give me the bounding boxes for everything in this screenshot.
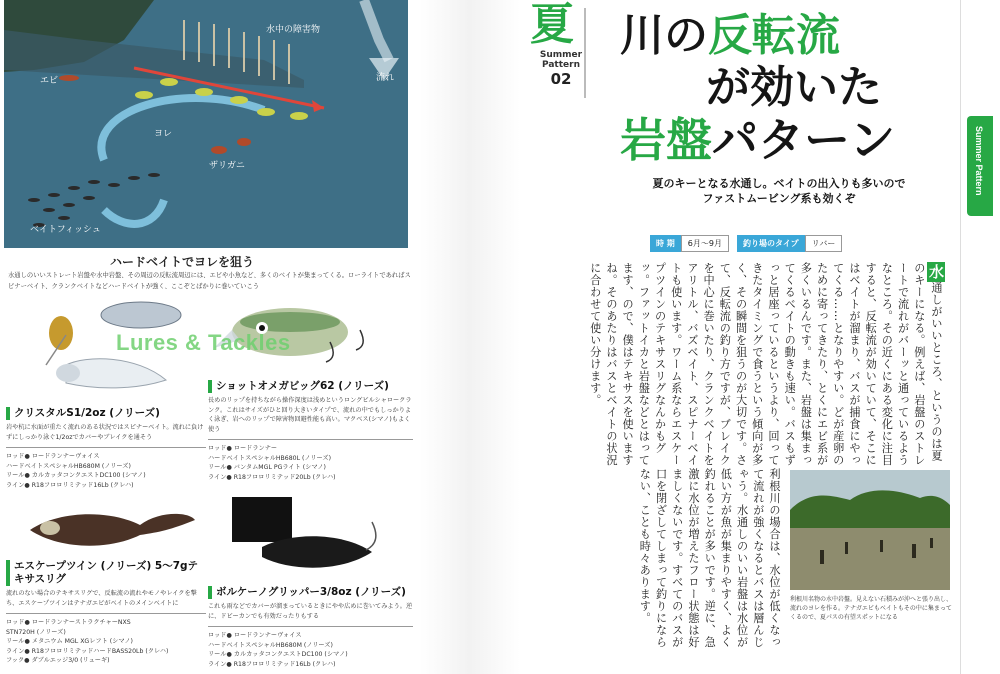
- headline-pattern: パターン: [712, 113, 896, 167]
- product-desc: 流れのない場合のテキサスリグで、反転流の流れやモノやレイクを撃ち、エスケープツインはテナガエビがベイトのメインベイトに: [6, 590, 197, 607]
- tackle-rod: ロッド● ロードランナーストラクチャーNXS: [6, 619, 131, 626]
- tackle-rod: ロッド● ロードランナーヴォイス: [6, 453, 100, 460]
- section-title: ハードベイトでヨレを狙う: [110, 255, 255, 269]
- tackle-reel: リール● メタニウム MGL XGレフト (シマノ): [6, 638, 133, 645]
- season-en-2: Pattern: [542, 60, 580, 70]
- label-current: 流れ: [376, 73, 395, 83]
- product-desc: 長めのリップを持ちながら操作深度は浅めというロングビルシャロークランク。これはサイズがひと回り大きいタイプで、流れの中でもしっかりよく泳ぎ、岩へのリップで障害物回避性能も高い。マクベス(シマノ)もよく使う: [208, 397, 412, 433]
- meta-row: [650, 235, 842, 252]
- headline-line-1: [620, 10, 840, 62]
- product-name: エスケープツイン (ノリーズ) 5〜7gテキサスリグ: [6, 560, 206, 586]
- diagram-illustration: [4, 0, 408, 248]
- tackle-reel: リール● カルカッタコンクエストDC100 (シマノ): [208, 651, 348, 658]
- side-tab-label: Summer Pattern: [974, 126, 984, 196]
- product-desc: これも雨などでカバーが溜まっているときにやや広めに巻いてみよう。逆に、ドビーカンでも有効だったりもする: [208, 603, 413, 620]
- photo-caption: 利根川名物の水中岩盤。見えない石積みが沖へと張り出し、流れのヨレを作る。テナガエビもベイトもその中に集まってくるので、夏パスの有望スポットになる: [790, 596, 953, 621]
- label-baitfish: ベイトフィッシュ: [30, 225, 101, 235]
- tackle-line: ライン● R18フロロリミテッド16Lb (クレハ): [6, 481, 134, 489]
- divider: [6, 613, 206, 614]
- tackle-rod: ロッド● ロードランナー: [208, 445, 278, 452]
- rubber-jig-image: [222, 492, 392, 582]
- tackle-rod: ロッド● ロードランナーヴォイス: [208, 632, 302, 639]
- season-number: 02: [550, 70, 572, 88]
- tackle-rod-model: STN720H (ノリーズ): [6, 628, 66, 636]
- margin-rule: [960, 0, 961, 674]
- product-name: ボルケーノグリッパー3/8oz (ノリーズ): [208, 586, 413, 599]
- season-divider: [584, 8, 586, 98]
- headline-eddy: 反転流: [708, 10, 840, 61]
- divider: [208, 626, 413, 627]
- spot-type-info: [737, 235, 842, 252]
- tackle-line: ライン● R18フロロリミテッド16Lb (クレハ): [208, 660, 336, 668]
- spot-type-label: 釣り場のタイプ: [737, 235, 805, 252]
- page-gutter: [420, 0, 520, 674]
- tackle-reel: リール● カルカッタコンクエストDC100 (シマノ): [6, 472, 146, 479]
- product-name: クリスタルS1/2oz (ノリーズ): [6, 407, 206, 420]
- subhead-line-1: 夏のキーとなる水通し。ベイトの出入りも多いので: [652, 177, 906, 190]
- label-shrimp: エビ: [40, 76, 59, 86]
- headline-rock: 岩盤: [620, 113, 712, 167]
- spot-type-value: リバー: [805, 235, 843, 252]
- label-eddy: ヨレ: [154, 129, 173, 139]
- headline-line-2: が効いた: [706, 62, 882, 113]
- season-badge: [530, 0, 596, 100]
- headline-line-3: [620, 114, 895, 166]
- headline-river: 川の: [620, 10, 708, 61]
- tackle-rod-model: ハードベイトスペシャルHB680M (ノリーズ): [6, 462, 131, 470]
- tackle-line: ライン● R18フロロリミテッドハードBASS20Lb (クレハ): [6, 647, 169, 655]
- product-desc: 岩や杭に水面が重たく流れのある状況ではスピナーベイト。流れに負けずにしっかり泳ぐ1/2ozでカバーやブレイクを通そう: [6, 424, 204, 441]
- label-crayfish: ザリガニ: [209, 161, 245, 171]
- product-crystal-s: [6, 407, 206, 490]
- subhead: [614, 176, 944, 206]
- river-photo: [790, 470, 950, 590]
- period-label: 時 期: [650, 235, 681, 252]
- river-diagram: [4, 0, 408, 248]
- tackle-reel: リール● バンタムMGL PGライト (シマノ): [208, 464, 326, 471]
- body-text-top: [520, 262, 945, 472]
- side-tab: [967, 116, 993, 216]
- season-en-1: Summer: [539, 50, 583, 60]
- craw-worm-image: [20, 500, 200, 560]
- product-volcano-gripper: [208, 586, 413, 669]
- divider: [6, 447, 206, 448]
- subhead-line-2: ファストムービング系も効くぞ: [702, 192, 856, 205]
- product-shot-omega: [208, 380, 413, 482]
- body-top-text: 通しがいいところ、というのは夏のキーになる。例えば、岩盤のストレートで流れがバーッと通っているようなところ。その近くにある変化に注目すると、反転流が効いていて、そこにはベイトが溜まり、バスが捕食にやってくる……となりやすい。どが産卵のために寄ってきたり、とくにエビ系が多くいるんです。また、岩盤は集まってくるベイトの動きも速い。バスもずっと居座っているというより、回ってきたタイミングで食うという傾向が多く、その瞬間を狙うのが大切です。さて、反転流の釣り方ですが、ブレイクを中心に巻いたり、クランクベイトをアリトル、バズベイト、スピナーベイトも使います。ワーム系ならエスケープツインのテキサスリグなんかもグッ。ファットイカと岩盤などとはってます、ので、僕はテキサスを使いますね。そのあたりはバスとベイトの状況に合わせて使い分けます。: [588, 262, 943, 466]
- label-obstacle: 水中の障害物: [266, 25, 321, 35]
- period-value: 6月〜9月: [681, 235, 729, 252]
- intro-text: 水通しのいいストレート岩盤や水中岩盤、その周辺の反転流周辺には、エビや小魚など、多くのベイトが集まってくる。ローライトであればスピナーベイト、クランクベイトなどハードベイトが強く、ここぞとばかりに巻いていこう: [8, 272, 411, 290]
- divider: [208, 439, 413, 440]
- body-text-bottom: 利根川の場合は、水位が低くなって流れが強くなるとバスは層んじゃう。水通しのいい岩盤は水位が低い方が魚が集まりやすく、よく釣れることが多いです。逆に、急激に水位が増えたフロー状態は好ましくないです。すべてのバスが口を閉ざしてしまって釣りにならない、ことも時々あります。: [638, 468, 781, 648]
- drop-cap: 水: [927, 264, 945, 280]
- product-name: ショットオメガビッグ62 (ノリーズ): [208, 380, 413, 393]
- tackle-hook: フック● ダブルエッジ3/0 (リューギ): [6, 657, 110, 664]
- right-page: [520, 0, 1000, 674]
- tackle-rod-model: ハードベイトスペシャルHB680M (ノリーズ): [208, 641, 333, 649]
- product-escape-twin: [6, 560, 206, 666]
- tackle-line: ライン● R18フロロリミテッド20Lb (クレハ): [208, 473, 336, 481]
- tackle-rod-model: ハードベイトスペシャルHB680L (ノリーズ): [208, 454, 332, 462]
- period-info: [650, 235, 729, 252]
- left-page: [0, 0, 420, 674]
- lures-tackles-heading: Lures & Tackles: [116, 330, 291, 355]
- season-kanji: 夏: [530, 0, 574, 50]
- photo-image: [790, 470, 950, 590]
